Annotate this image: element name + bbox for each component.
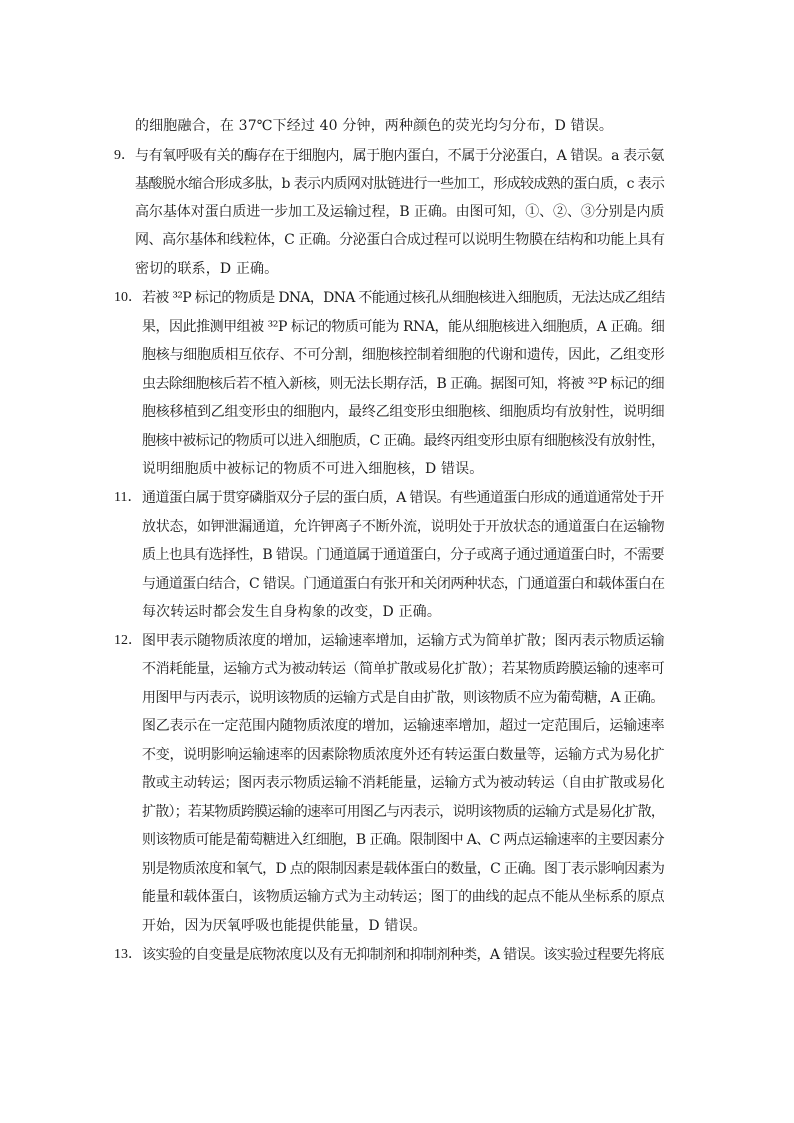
item-line: 的细胞融合，在 37℃下经过 40 分钟，两种颜色的荧光均匀分布，D 错误。 [135, 118, 614, 134]
item-line: 不变，说明影响运输速率的因素除物质浓度外还有转运蛋白数量等，运输方式为易化扩 [142, 747, 665, 763]
item-line: 则该物质可能是葡萄糖进入红细胞，B 正确。限制图中 A、C 两点运输速率的主要因素分 [142, 832, 664, 848]
item-line: 开始，因为厌氧呼吸也能提供能量，D 错误。 [142, 918, 427, 934]
item-line: 虫去除细胞核后若不植入新核，则无法长期存活，B 正确。据图可知，将被 ³²P 标记的细 [142, 376, 664, 392]
item-line: 网、高尔基体和线粒体，C 正确。分泌蛋白合成过程可以说明生物膜在结构和功能上具有 [135, 232, 665, 248]
item-line: 别是物质浓度和氧气，D 点的限制因素是载体蛋白的数量，C 正确。图丁表示影响因素为 [142, 861, 665, 877]
item-line: 图甲表示随物质浓度的增加，运输速率增加，运输方式为简单扩散；图丙表示物质运输 [142, 633, 665, 649]
item-line: 说明细胞质中被标记的物质不可进入细胞核，D 错误。 [142, 461, 484, 477]
item-line: 密切的联系，D 正确。 [135, 261, 279, 277]
item-line: 扩散）；若某物质跨膜运输的速率可用图乙与丙表示，说明该物质的运输方式是易化扩散， [142, 804, 665, 820]
item-line: 能量和载体蛋白，该物质运输方式为主动转运；图丁的曲线的起点不能从坐标系的原点 [142, 889, 665, 905]
item-line: 与通道蛋白结合，C 错误。门通道蛋白有张开和关闭两种状态，门通道蛋白和载体蛋白在 [142, 576, 665, 592]
item-line: 高尔基体对蛋白质进一步加工及运输过程，B 正确。由图可知，①、②、③分别是内质 [135, 204, 665, 220]
item-number: 11． [114, 490, 142, 505]
item-line: 用图甲与丙表示，说明该物质的运输方式是自由扩散，则该物质不应为葡萄糖，A 正确。 [142, 690, 664, 706]
item-number: 10． [114, 290, 142, 305]
item-line: 该实验的自变量是底物浓度以及有无抑制剂和抑制剂种类，A 错误。该实验过程要先将底 [142, 947, 664, 963]
item-number: 9． [114, 148, 135, 163]
item-line: 基酸脱水缩合形成多肽，b 表示内质网对肽链进行一些加工，形成较成熟的蛋白质，c 表示 [135, 176, 665, 192]
item-line: 通道蛋白属于贯穿磷脂双分子层的蛋白质，A 错误。有些通道蛋白形成的通道通常处于开 [142, 490, 664, 506]
item-line: 果，因此推测甲组被 ³²P 标记的物质可能为 RNA，能从细胞核进入细胞质，A 正确。细 [142, 319, 665, 335]
item-line: 放状态，如钾泄漏通道，允许钾离子不断外流，说明处于开放状态的通道蛋白在运输物 [142, 519, 665, 535]
item-line: 图乙表示在一定范围内随物质浓度的增加，运输速率增加，超过一定范围后，运输速率 [142, 718, 665, 734]
item-number: 12． [114, 633, 142, 648]
item-line: 质上也具有选择性，B 错误。门通道属于通道蛋白，分子或离子通过通道蛋白时，不需要 [142, 547, 664, 563]
item-line: 胞核中被标记的物质可以进入细胞质，C 正确。最终丙组变形虫原有细胞核没有放射性， [142, 433, 665, 449]
item-line: 与有氧呼吸有关的酶存在于细胞内，属于胞内蛋白，不属于分泌蛋白，A 错误。a 表示氨 [135, 148, 664, 164]
item-line: 散或主动转运；图丙表示物质运输不消耗能量，运输方式为被动转运（自由扩散或易化 [142, 775, 665, 791]
item-line: 不消耗能量，运输方式为被动转运（简单扩散或易化扩散）；若某物质跨膜运输的速率可 [142, 661, 665, 677]
item-line: 若被 ³²P 标记的物质是 DNA，DNA 不能通过核孔从细胞核进入细胞质，无法达成乙组结 [142, 290, 665, 306]
item-number: 13． [114, 947, 142, 962]
item-line: 胞核移植到乙组变形虫的细胞内，最终乙组变形虫细胞核、细胞质均有放射性，说明细 [142, 404, 665, 420]
item-line: 每次转运时都会发生自身构象的改变，D 正确。 [142, 604, 441, 620]
item-line: 胞核与细胞质相互依存、不可分割，细胞核控制着细胞的代谢和遗传，因此，乙组变形 [142, 347, 665, 363]
